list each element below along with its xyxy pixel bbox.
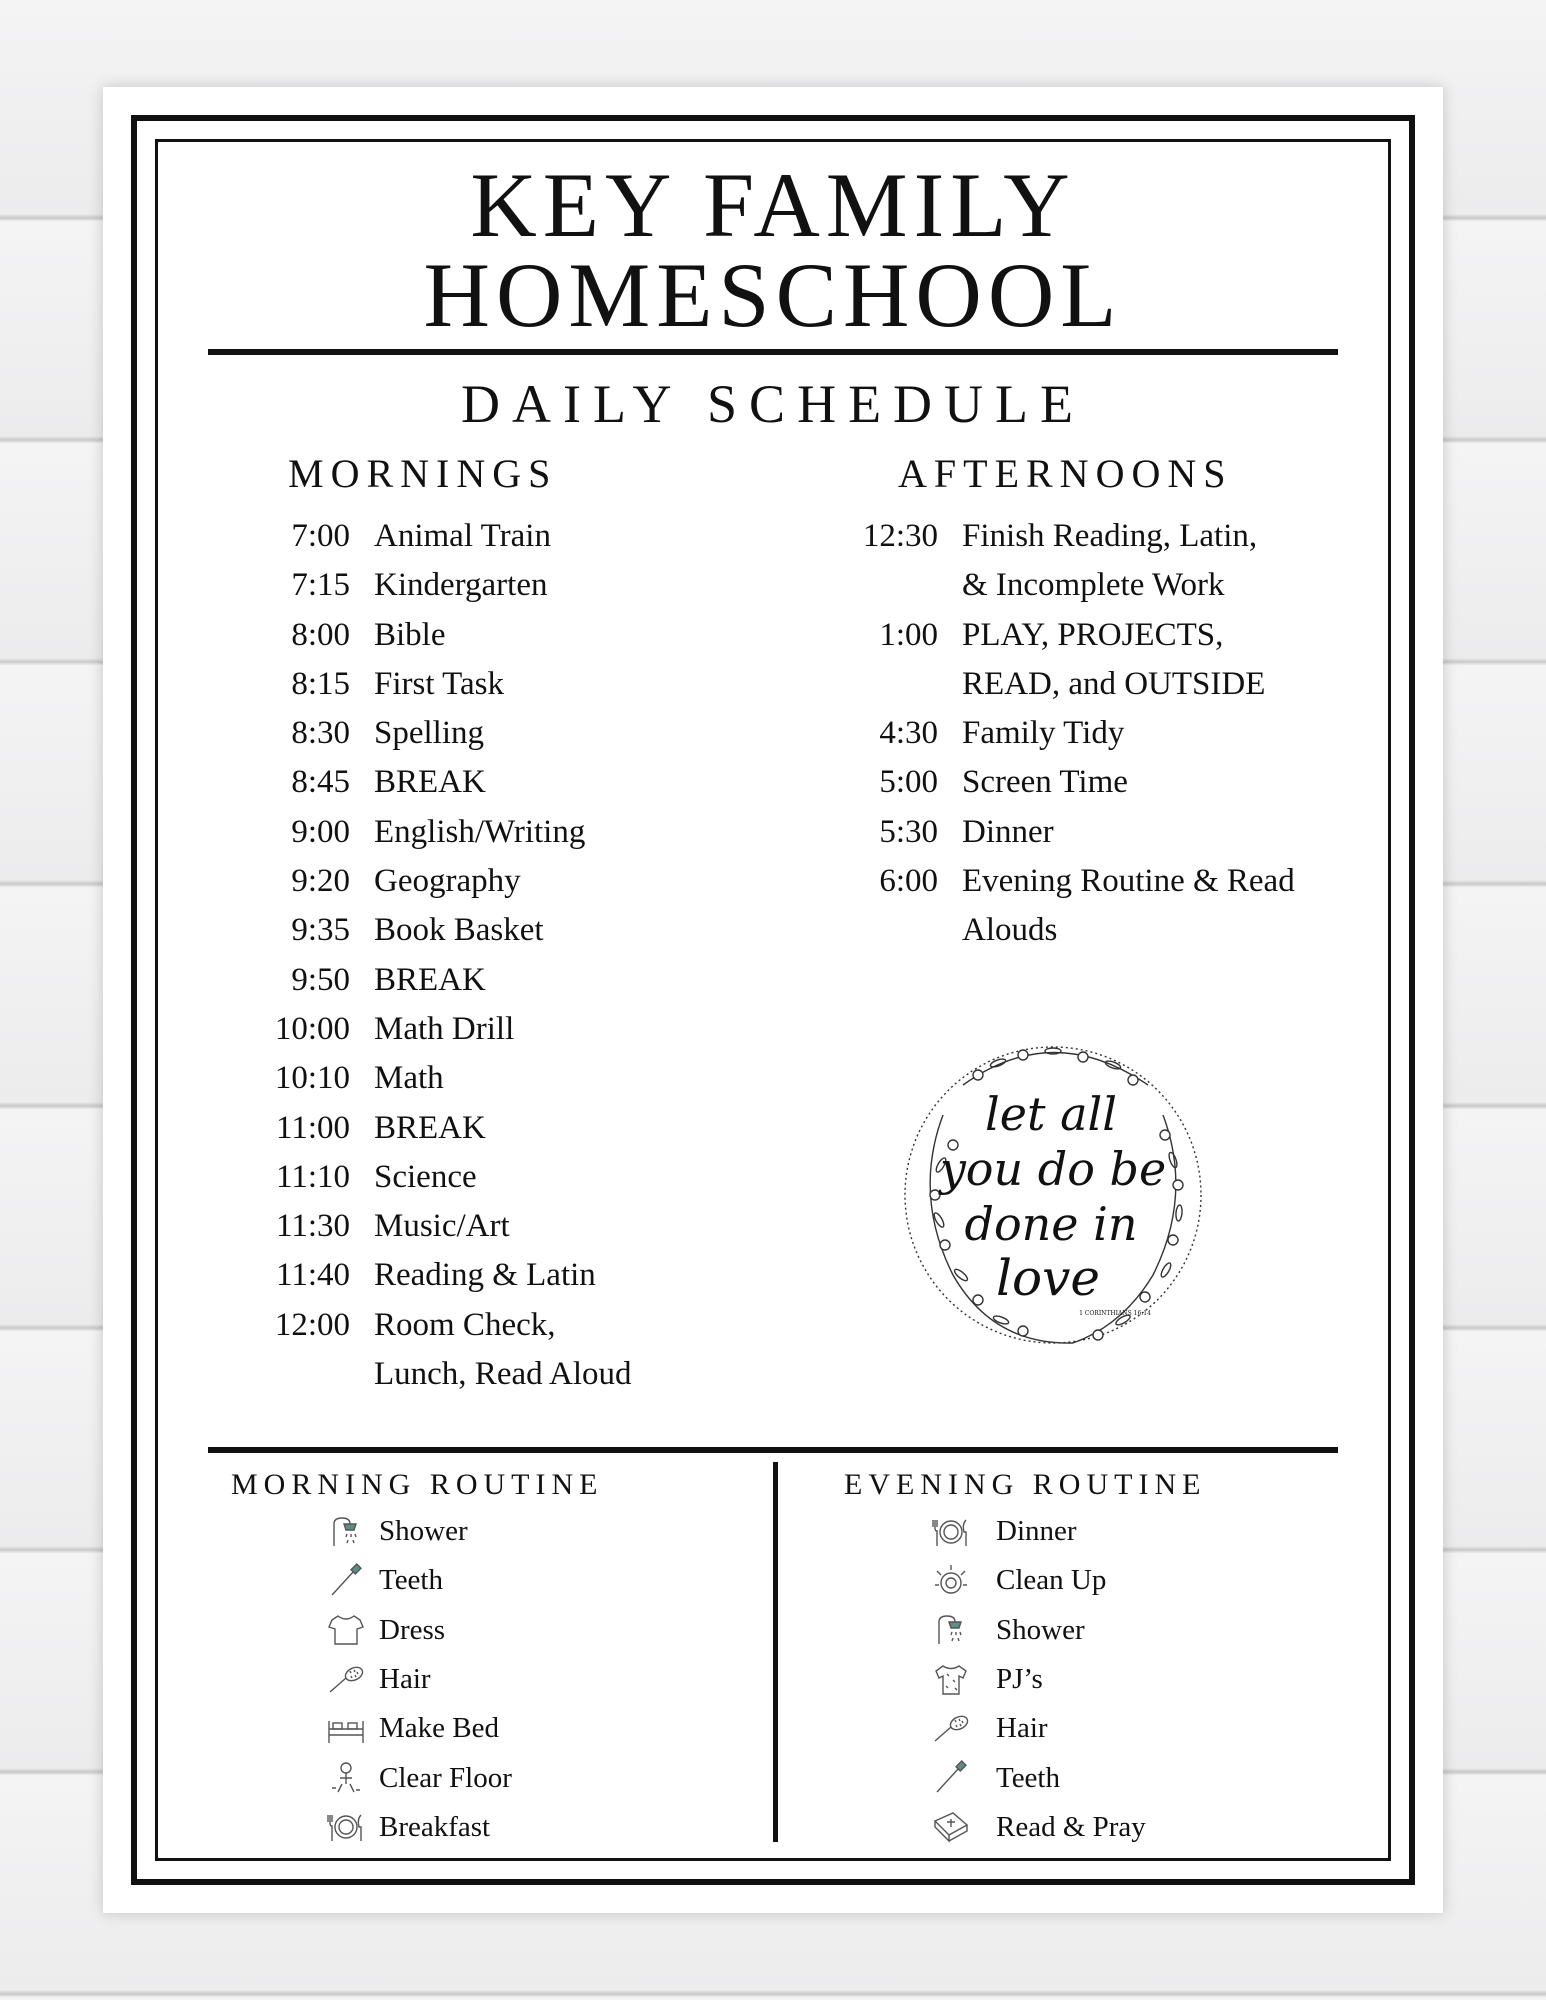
title-line-2: HOMESCHOOL [423,244,1123,346]
activity-label: Bible [374,616,446,653]
time-label: 12:00 [274,1306,350,1343]
subtitle: DAILY SCHEDULE [460,374,1086,434]
routine-label: Teeth [996,1761,1060,1794]
mornings-schedule [248,512,632,1399]
activity-label-continued: Lunch, Read Aloud [374,1356,632,1393]
morning-schedule-item [248,1153,632,1202]
morning-schedule-item [248,561,632,610]
activity-label-continued: & Incomplete Work [962,567,1225,604]
morning-routine-item [321,1507,512,1556]
evening-routine-item [926,1803,1146,1852]
plate-icon [321,1807,371,1847]
routine-label: Hair [996,1712,1048,1745]
time-label: 10:10 [274,1060,350,1097]
time-label: 6:00 [879,863,938,900]
afternoon-schedule-item [828,611,1295,660]
morning-routine-item [321,1704,512,1753]
morning-schedule-item-continued [248,1350,632,1399]
dishes-icon [926,1561,976,1601]
afternoons-schedule [828,512,1295,956]
time-label: 9:35 [291,912,350,949]
morning-schedule-item [248,906,632,955]
vacuum-icon [321,1758,371,1798]
quote-line-1: let all [985,1087,1117,1141]
routine-divider [208,1447,1338,1453]
morning-routine-item [321,1803,512,1852]
afternoon-schedule-item-continued [828,561,1295,610]
shirt-icon [321,1610,371,1650]
morning-schedule-item [248,1054,632,1103]
hairbrush-icon [321,1660,371,1700]
quote-wreath [883,1025,1223,1365]
activity-label: Animal Train [374,518,551,554]
routine-label: Dinner [996,1515,1077,1548]
activity-label-continued: READ, and OUTSIDE [962,665,1266,702]
afternoon-schedule-item [828,709,1295,758]
time-label: 9:50 [291,961,350,998]
morning-schedule-item [248,1301,632,1350]
routine-label: Clear Floor [379,1761,512,1794]
time-label: 7:15 [291,567,350,604]
afternoon-schedule-item [828,512,1295,561]
activity-label: BREAK [374,1109,486,1146]
activity-label: Kindergarten [374,567,548,604]
activity-label-continued: Alouds [962,912,1058,949]
pajamas-icon [926,1660,976,1700]
evening-routine-item [926,1507,1146,1556]
afternoon-schedule-item-continued [828,660,1295,709]
morning-schedule-item [248,758,632,807]
quote-line-2: you do be [939,1142,1167,1196]
morning-routine-item [321,1655,512,1704]
morning-schedule-item [248,1202,632,1251]
activity-label: First Task [374,665,505,702]
activity-label: Reading & Latin [374,1257,596,1294]
activity-label: BREAK [374,764,486,801]
morning-schedule-item [248,1251,632,1300]
time-label: 8:30 [291,715,350,752]
activity-label: Spelling [374,715,485,752]
hairbrush-icon [926,1709,976,1749]
evening-routine-item [926,1556,1146,1605]
time-label: 7:00 [291,518,350,554]
plate-icon [926,1512,976,1552]
evening-routine-list [926,1507,1146,1852]
afternoons-heading: AFTERNOONS [898,451,1233,496]
activity-label: Finish Reading, Latin, [962,518,1258,554]
time-label: 8:15 [291,665,350,702]
afternoon-schedule-item-continued [828,906,1295,955]
activity-label: Family Tidy [962,715,1125,752]
quote-reference: 1 CORINTHIANS 16:14 [1079,1310,1151,1317]
afternoon-schedule-item [828,808,1295,857]
time-label: 5:30 [879,813,938,850]
time-label: 8:00 [291,616,350,653]
activity-label: English/Writing [374,813,586,850]
morning-schedule-item [248,1005,632,1054]
activity-label: Evening Routine & Read [962,863,1295,900]
morning-schedule-item [248,512,632,561]
shower-icon [321,1512,371,1552]
shower-icon [926,1610,976,1650]
routine-label: Hair [379,1663,431,1696]
time-label: 9:20 [291,863,350,900]
activity-label: Room Check, [374,1306,556,1343]
quote-line-4: love [996,1249,1100,1307]
morning-schedule-item [248,709,632,758]
time-label: 11:30 [276,1208,350,1245]
time-label: 11:10 [276,1158,350,1195]
time-label: 11:40 [276,1257,350,1294]
schedule-sheet [103,87,1443,1913]
routine-label: Shower [379,1515,468,1548]
morning-routine-list [321,1507,512,1852]
morning-schedule-item [248,808,632,857]
toothbrush-icon [321,1561,371,1601]
routine-label: Teeth [379,1564,443,1597]
activity-label: Geography [374,863,521,900]
activity-label: BREAK [374,961,486,998]
routine-column-divider [773,1462,778,1842]
routine-label: PJ’s [996,1663,1043,1696]
morning-schedule-item [248,611,632,660]
time-label: 11:00 [276,1109,350,1146]
routine-label: Dress [379,1613,446,1646]
morning-routine-item [321,1753,512,1802]
activity-label: Book Basket [374,912,544,949]
time-label: 12:30 [862,518,938,554]
time-label: 4:30 [879,715,938,752]
morning-routine-item [321,1556,512,1605]
morning-schedule-item [248,956,632,1005]
title-line-1: KEY FAMILY [470,154,1076,256]
routine-label: Shower [996,1613,1085,1646]
activity-label: Music/Art [374,1208,510,1245]
quote-line-3: done in [964,1197,1138,1251]
activity-label: PLAY, PROJECTS, [962,616,1224,653]
time-label: 10:00 [274,1010,350,1047]
morning-routine-item [321,1606,512,1655]
title-divider [208,349,1338,355]
morning-routine-heading: MORNING ROUTINE [231,1468,604,1501]
afternoon-schedule-item [828,758,1295,807]
routine-label: Read & Pray [996,1810,1146,1843]
activity-label: Dinner [962,813,1054,850]
activity-label: Screen Time [962,764,1128,801]
time-label: 1:00 [879,616,938,653]
bed-icon [321,1709,371,1749]
morning-schedule-item [248,660,632,709]
time-label: 5:00 [879,764,938,801]
activity-label: Math [374,1060,444,1097]
activity-label: Science [374,1158,477,1195]
toothbrush-icon [926,1758,976,1798]
routine-label: Breakfast [379,1810,491,1843]
afternoon-schedule-item [828,857,1295,906]
evening-routine-item [926,1704,1146,1753]
morning-schedule-item [248,857,632,906]
routine-label: Make Bed [379,1712,499,1745]
bible-icon [926,1807,976,1847]
evening-routine-item [926,1655,1146,1704]
evening-routine-item [926,1753,1146,1802]
evening-routine-item [926,1606,1146,1655]
routine-label: Clean Up [996,1564,1107,1597]
time-label: 9:00 [291,813,350,850]
activity-label: Math Drill [374,1010,515,1047]
evening-routine-heading: EVENING ROUTINE [844,1468,1207,1501]
mornings-heading: MORNINGS [288,451,558,496]
time-label: 8:45 [291,764,350,801]
morning-schedule-item [248,1104,632,1153]
